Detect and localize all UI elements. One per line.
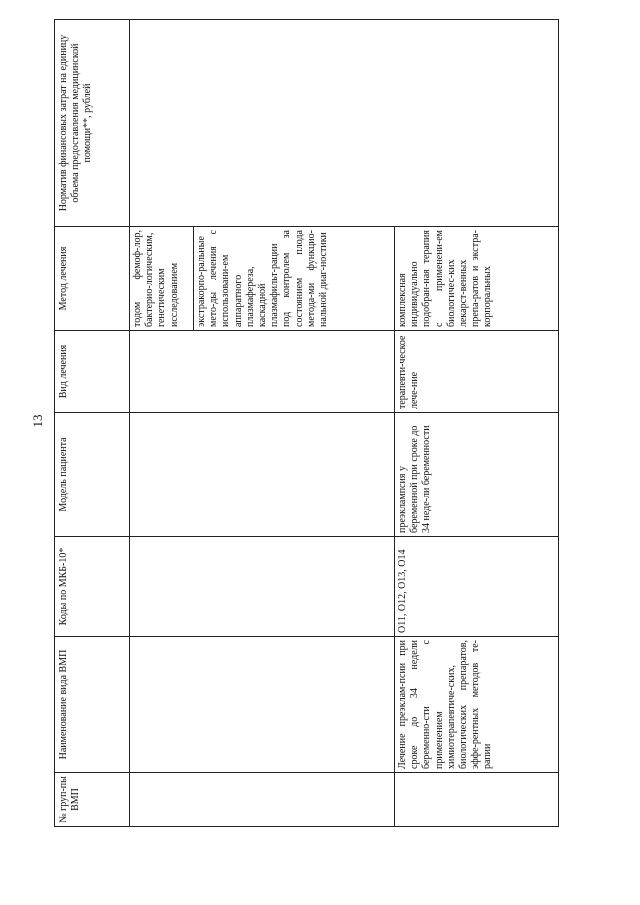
row2-treatment-type-cell: терапевти-ческое лече-ние — [395, 331, 559, 413]
page-number: 13 — [30, 414, 45, 428]
norm-cell — [130, 20, 559, 227]
header-name: Наименование вида ВМП — [55, 637, 130, 773]
row1-method-part2: экстракорпо-ральные мето-ды лечения с использовани-ем аппаратного плазмафереза, каскадной плазмафильт-рации под контролем за состоянием плода методa-ми функцио-нальной диаг-ностики — [196, 230, 330, 327]
header-group: № груп-пы ВМП — [55, 773, 130, 827]
row2-model-cell: преэклампсия у беременной при сроке до 34 неде-ли беременности — [395, 413, 559, 537]
row1-model-cell — [130, 413, 395, 537]
row1-method-cell — [130, 227, 395, 331]
rotated-table-container — [54, 20, 559, 827]
row2-codes-cell: O11, O12, O13, O14 — [395, 537, 559, 637]
row1-treatment-type-cell — [130, 331, 395, 413]
row1-method-part1: тодом фемоф-лор, бактерио-логическим, генетическим исследованием — [130, 227, 194, 330]
row1-group-cell — [130, 773, 395, 827]
header-treatment-type: Вид лечения — [55, 331, 130, 413]
header-model: Модель пациента — [55, 413, 130, 537]
row1-codes-cell — [130, 537, 395, 637]
row2-method-cell: комплексная индивидуально подобран-ная терапия с применени-ем биологичес-ких лекарст-венных препа-ратов и экстра-корпоральных — [395, 227, 559, 331]
vmp-table — [54, 19, 559, 827]
header-codes: Коды по МКБ-10* — [55, 537, 130, 637]
row1-name-cell — [130, 637, 395, 773]
header-norm: Норматив финансовых затрат на единицу объема предоставления медицинской помощи**, рублей — [55, 20, 130, 227]
header-method: Метод лечения — [55, 227, 130, 331]
row2-group-cell — [395, 773, 559, 827]
row2-name-cell: Лечение преэклам-псии при сроке до 34 недели беременно-сти с применением химиотерапевтиче-ских, биологических препаратов, эффе-рентных методов те-рапии — [395, 637, 559, 773]
